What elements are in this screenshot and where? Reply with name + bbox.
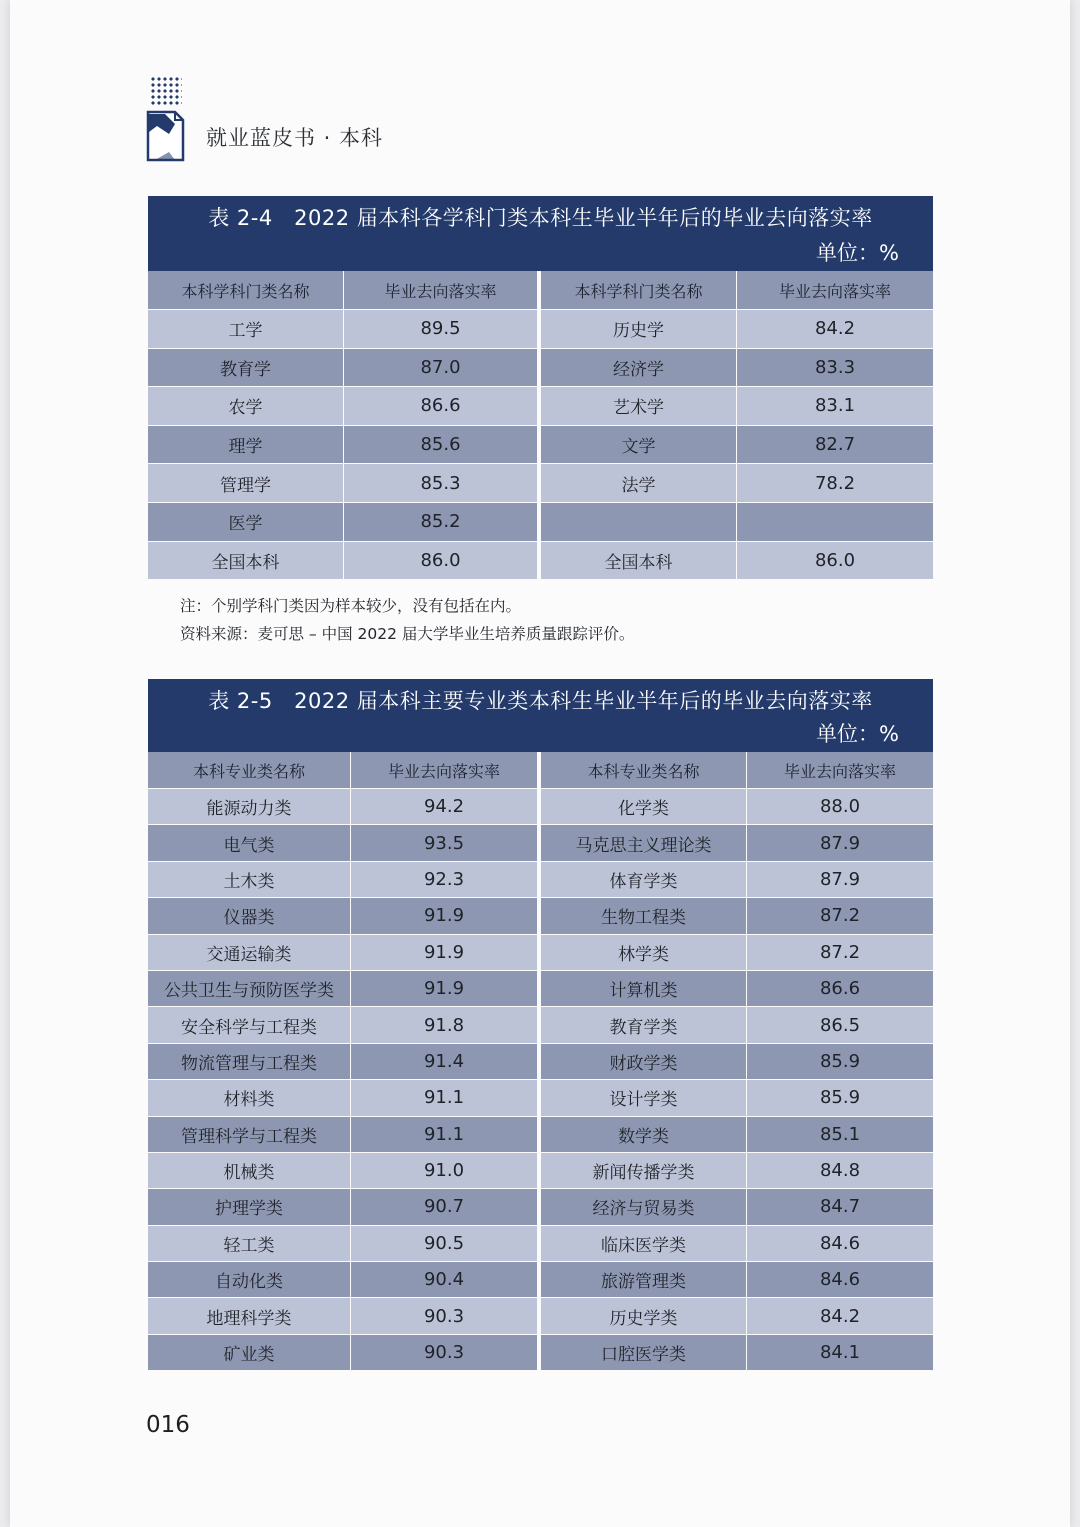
table-row xyxy=(148,898,933,934)
category-name-cell: 管理科学与工程类 xyxy=(148,1117,351,1152)
category-name-cell: 旅游管理类 xyxy=(541,1262,747,1297)
category-name-cell: 医学 xyxy=(148,503,344,541)
rate-value-cell: 83.1 xyxy=(737,387,933,425)
category-name-cell: 口腔医学类 xyxy=(541,1335,747,1370)
category-name-cell: 生物工程类 xyxy=(541,898,747,933)
category-name-cell: 林学类 xyxy=(541,935,747,970)
category-name-cell: 自动化类 xyxy=(148,1262,351,1297)
rate-value-cell: 84.6 xyxy=(747,1262,933,1297)
table-header-bar xyxy=(148,679,933,752)
table-row xyxy=(148,789,933,825)
rate-value-cell: 85.3 xyxy=(344,464,541,502)
table-row xyxy=(148,1262,933,1298)
rate-value-cell: 87.2 xyxy=(747,898,933,933)
rate-value-cell: 84.1 xyxy=(747,1335,933,1370)
rate-value-cell: 91.1 xyxy=(351,1080,541,1115)
rate-value-cell: 90.3 xyxy=(351,1335,541,1370)
table-row xyxy=(148,464,933,503)
category-name-cell: 艺术学 xyxy=(541,387,737,425)
table-row xyxy=(148,862,933,898)
table-note: 注：个别学科门类因为样本较少，没有包括在内。 xyxy=(180,597,522,615)
table-header-bar xyxy=(148,196,933,271)
rate-value-cell: 89.5 xyxy=(344,310,541,348)
column-header: 毕业去向落实率 xyxy=(737,271,933,309)
rate-value-cell: 84.2 xyxy=(747,1298,933,1333)
category-name-cell: 化学类 xyxy=(541,789,747,824)
category-name-cell: 管理学 xyxy=(148,464,344,502)
table-title: 表 2-5 2022 届本科主要专业类本科生毕业半年后的毕业去向落实率 xyxy=(208,689,873,713)
rate-value-cell: 84.7 xyxy=(747,1189,933,1224)
category-name-cell: 法学 xyxy=(541,464,737,502)
column-header: 毕业去向落实率 xyxy=(351,752,541,788)
rate-value-cell: 90.7 xyxy=(351,1189,541,1224)
table-row xyxy=(148,1080,933,1116)
category-name-cell: 工学 xyxy=(148,310,344,348)
category-name-cell: 教育学 xyxy=(148,349,344,387)
table-row xyxy=(148,1298,933,1334)
category-name-cell: 交通运输类 xyxy=(148,935,351,970)
rate-value-cell: 83.3 xyxy=(737,349,933,387)
category-name-cell: 护理学类 xyxy=(148,1189,351,1224)
category-name-cell: 计算机类 xyxy=(541,971,747,1006)
rate-value-cell: 91.9 xyxy=(351,898,541,933)
rate-value-cell: 78.2 xyxy=(737,464,933,502)
category-name-cell: 能源动力类 xyxy=(148,789,351,824)
category-name-cell: 文学 xyxy=(541,426,737,464)
table-notes xyxy=(180,592,634,648)
category-name-cell: 机械类 xyxy=(148,1153,351,1188)
rate-value-cell: 84.8 xyxy=(747,1153,933,1188)
category-name-cell: 马克思主义理论类 xyxy=(541,825,747,860)
category-name-cell: 地理科学类 xyxy=(148,1298,351,1333)
table-row xyxy=(148,1117,933,1153)
category-name-cell: 农学 xyxy=(148,387,344,425)
rate-value-cell: 85.9 xyxy=(747,1044,933,1079)
table-source: 资料来源：麦可思 – 中国 2022 届大学毕业生培养质量跟踪评价。 xyxy=(180,625,635,643)
table-title: 表 2-4 2022 届本科各学科门类本科生毕业半年后的毕业去向落实率 xyxy=(208,206,873,230)
table-row xyxy=(148,825,933,861)
table-row xyxy=(148,426,933,465)
running-head-title: 就业蓝皮书 · 本科 xyxy=(206,126,384,150)
rate-value-cell: 82.7 xyxy=(737,426,933,464)
category-name-cell: 轻工类 xyxy=(148,1226,351,1261)
table-2-5 xyxy=(148,679,933,1371)
rate-value-cell: 91.9 xyxy=(351,971,541,1006)
table-row xyxy=(148,387,933,426)
table-row xyxy=(148,503,933,542)
rate-value-cell: 93.5 xyxy=(351,825,541,860)
rate-value-cell: 90.4 xyxy=(351,1262,541,1297)
rate-value-cell: 91.4 xyxy=(351,1044,541,1079)
rate-value-cell: 91.1 xyxy=(351,1117,541,1152)
category-name-cell: 安全科学与工程类 xyxy=(148,1007,351,1042)
category-name-cell: 矿业类 xyxy=(148,1335,351,1370)
table-column-header-row xyxy=(148,271,933,310)
table-unit: 单位：% xyxy=(816,722,899,746)
column-header: 毕业去向落实率 xyxy=(747,752,933,788)
category-name-cell: 理学 xyxy=(148,426,344,464)
rate-value-cell: 84.6 xyxy=(747,1226,933,1261)
column-header: 本科专业类名称 xyxy=(541,752,747,788)
table-row xyxy=(148,1007,933,1043)
table-row xyxy=(148,1335,933,1371)
category-name-cell: 材料类 xyxy=(148,1080,351,1115)
category-name-cell: 全国本科 xyxy=(541,542,737,580)
table-row xyxy=(148,1226,933,1262)
rate-value-cell xyxy=(737,503,933,541)
category-name-cell: 公共卫生与预防医学类 xyxy=(148,971,351,1006)
rate-value-cell: 90.3 xyxy=(351,1298,541,1333)
rate-value-cell: 87.0 xyxy=(344,349,541,387)
category-name-cell: 财政学类 xyxy=(541,1044,747,1079)
table-row xyxy=(148,349,933,388)
page-number: 016 xyxy=(146,1412,190,1438)
book-logo-icon xyxy=(145,108,187,164)
table-body xyxy=(148,789,933,1371)
column-header: 本科学科门类名称 xyxy=(541,271,737,309)
category-name-cell: 经济学 xyxy=(541,349,737,387)
table-row xyxy=(148,310,933,349)
rate-value-cell: 91.8 xyxy=(351,1007,541,1042)
column-header: 本科专业类名称 xyxy=(148,752,351,788)
table-column-header-row xyxy=(148,752,933,789)
category-name-cell: 电气类 xyxy=(148,825,351,860)
rate-value-cell: 84.2 xyxy=(737,310,933,348)
category-name-cell: 经济与贸易类 xyxy=(541,1189,747,1224)
rate-value-cell: 85.6 xyxy=(344,426,541,464)
table-row xyxy=(148,1153,933,1189)
table-body xyxy=(148,310,933,580)
rate-value-cell: 86.6 xyxy=(344,387,541,425)
rate-value-cell: 85.2 xyxy=(344,503,541,541)
category-name-cell: 历史学类 xyxy=(541,1298,747,1333)
category-name-cell: 土木类 xyxy=(148,862,351,897)
rate-value-cell: 94.2 xyxy=(351,789,541,824)
column-header: 毕业去向落实率 xyxy=(344,271,541,309)
category-name-cell: 仪器类 xyxy=(148,898,351,933)
table-row xyxy=(148,971,933,1007)
table-row xyxy=(148,1189,933,1225)
category-name-cell: 数学类 xyxy=(541,1117,747,1152)
category-name-cell xyxy=(541,503,737,541)
header-dot-pattern xyxy=(150,76,182,106)
category-name-cell: 教育学类 xyxy=(541,1007,747,1042)
table-unit: 单位：% xyxy=(816,241,899,265)
rate-value-cell: 91.9 xyxy=(351,935,541,970)
rate-value-cell: 90.5 xyxy=(351,1226,541,1261)
category-name-cell: 新闻传播学类 xyxy=(541,1153,747,1188)
rate-value-cell: 91.0 xyxy=(351,1153,541,1188)
rate-value-cell: 85.9 xyxy=(747,1080,933,1115)
rate-value-cell: 86.6 xyxy=(747,971,933,1006)
rate-value-cell: 92.3 xyxy=(351,862,541,897)
category-name-cell: 全国本科 xyxy=(148,542,344,580)
rate-value-cell: 86.5 xyxy=(747,1007,933,1042)
rate-value-cell: 86.0 xyxy=(737,542,933,580)
category-name-cell: 体育学类 xyxy=(541,862,747,897)
category-name-cell: 物流管理与工程类 xyxy=(148,1044,351,1079)
rate-value-cell: 87.9 xyxy=(747,825,933,860)
category-name-cell: 历史学 xyxy=(541,310,737,348)
rate-value-cell: 85.1 xyxy=(747,1117,933,1152)
column-header: 本科学科门类名称 xyxy=(148,271,344,309)
table-row xyxy=(148,1044,933,1080)
rate-value-cell: 87.9 xyxy=(747,862,933,897)
table-2-4 xyxy=(148,196,933,580)
table-row xyxy=(148,542,933,581)
rate-value-cell: 88.0 xyxy=(747,789,933,824)
rate-value-cell: 86.0 xyxy=(344,542,541,580)
rate-value-cell: 87.2 xyxy=(747,935,933,970)
category-name-cell: 设计学类 xyxy=(541,1080,747,1115)
category-name-cell: 临床医学类 xyxy=(541,1226,747,1261)
table-row xyxy=(148,935,933,971)
